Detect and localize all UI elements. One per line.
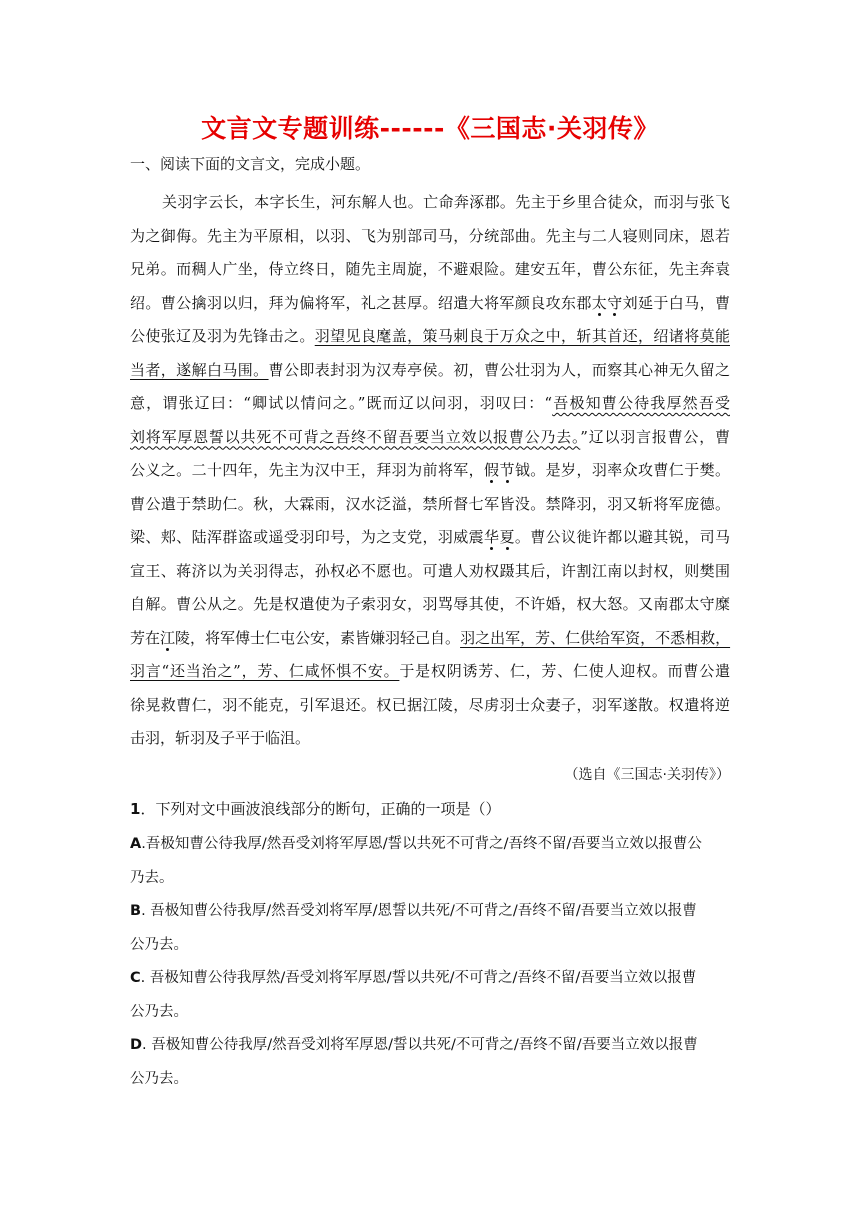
passage-line — [130, 287, 730, 321]
passage-line — [130, 622, 730, 656]
passage-text: 。曹公议徙许都以避其锐，司马 — [514, 528, 730, 546]
passage-text: 意，谓张辽曰：“卿试以情问之。”既而辽以问羽，羽叹曰：“ — [130, 394, 553, 412]
passage-line — [130, 253, 730, 287]
option-letter: D — [130, 1037, 143, 1053]
answer-option-a[interactable] — [130, 828, 730, 895]
question-stem — [130, 798, 500, 820]
option-text: . 吾极知曹公待我厚/然吾受刘将军厚/恩誓以共死/不可背之/吾终不留/吾要当立效以报曹 — [141, 903, 697, 919]
passage-line — [130, 454, 730, 488]
passage-text: 梁、郏、陆浑群盗或遥受羽印号，为之支党，羽威震 — [130, 528, 485, 546]
passage-text: 曹公即表封羽为汉寿亭侯。初，曹公壮羽为人，而察其心神无久留之 — [268, 360, 730, 379]
passage-line — [130, 488, 730, 522]
dotted-word: 夏 — [499, 528, 515, 546]
option-text-continued: 乃去。 — [130, 869, 174, 886]
dotted-word: 太 — [591, 293, 608, 312]
answer-option-b[interactable] — [130, 895, 730, 962]
option-text-continued: 公乃去。 — [130, 1003, 188, 1020]
passage-text: 陵 — [175, 628, 191, 647]
dotted-word: 守 — [607, 293, 623, 312]
passage-text: 徐晃救曹仁，羽不能克，引军退还。权已据江陵，尽虏羽士众妻子，羽军遂散。权遣将逆 — [130, 695, 730, 714]
passage-text: 绍。曹公擒羽以归，拜为偏将军，礼之甚厚。绍遣大将军颜良攻东郡 — [130, 293, 592, 312]
passage-line — [130, 722, 730, 756]
passage-text: 曹公遣于禁助仁。秋，大霖雨，汉水泛溢，禁所督七军皆没。禁降羽，羽又斩将军庞德。 — [130, 494, 730, 513]
answer-option-c[interactable] — [130, 962, 730, 1029]
passage-text: 钺 — [514, 461, 531, 479]
question-number: 1 — [130, 800, 141, 818]
passage-text: 关羽字云长，本字长生，河东解人也。亡命奔涿郡。先主于乡里合徒众，而羽与张飞 — [162, 193, 730, 211]
passage-text: 公义之。二十四年，先主为汉中王，拜羽为前将军， — [130, 461, 485, 479]
option-text: . 吾极知曹公待我厚/然吾受刘将军厚恩/誓以共死/不可背之/吾终不留/吾要当立效以报曹 — [142, 1037, 698, 1053]
underlined-sentence: 当者，遂解白马围。 — [130, 360, 269, 379]
dotted-word: 江 — [160, 628, 176, 647]
passage-text: 自解。曹公从之。先是权遣使为子索羽女，羽骂辱其使，不许婚，权大怒。又南郡太守糜 — [130, 595, 730, 613]
dotted-word: 华 — [484, 528, 500, 546]
document-title: 文言文专题训练------《三国志·关羽传》 — [201, 114, 659, 143]
passage-text: 宣王、蒋济以为关羽得志，孙权必不愿也。可遣人劝权蹑其后，许割江南以封权，则樊围 — [130, 561, 730, 580]
wavy-underlined-sentence: 刘将军厚恩誓以共死不可背之吾终不留吾要当立效以报曹公乃去。 — [130, 427, 581, 446]
passage-line — [130, 354, 730, 388]
passage-line — [130, 320, 730, 354]
passage-text: 刘延于白马，曹 — [622, 293, 730, 312]
passage-line — [130, 588, 730, 622]
passage-text: 兄弟。而稠人广坐，侍立终日，随先主周旋，不避艰险。建安五年，曹公东征，先主奔袁 — [130, 260, 730, 278]
passage-text: 。是岁，羽率众攻曹仁于樊。 — [530, 461, 730, 479]
passage-text: 于是权阴诱芳、仁，芳、仁使人迎权。而曹公遣 — [399, 662, 730, 680]
passage-line — [130, 421, 730, 455]
underlined-sentence: 羽望见良麾盖，策马刺良于万众之中，斩其首还，绍诸将莫能 — [314, 327, 730, 345]
option-text-continued: 公乃去。 — [130, 1070, 188, 1087]
underlined-sentence: 羽言“还当治之”，芳、仁咸怀惧不安。 — [130, 662, 400, 680]
passage-line — [130, 521, 730, 555]
option-text: .吾极知曹公待我厚/然吾受刘将军厚恩/誓以共死不可背之/吾终不留/吾要当立效以报曹公 — [141, 836, 702, 852]
option-letter: C — [130, 970, 141, 986]
passage-text: 芳在 — [130, 628, 161, 647]
passage-text: ，将军傅士仁屯公安，素皆嫌羽轻己自。 — [190, 628, 461, 647]
option-letter: A — [130, 836, 142, 852]
option-letter: B — [130, 903, 142, 919]
option-text-continued: 公乃去。 — [130, 936, 188, 953]
passage-line — [130, 186, 730, 220]
dotted-word: 节 — [499, 461, 515, 479]
passage-line — [130, 387, 730, 421]
passage-text: 为之御侮。先主为平原相，以羽、飞为别部司马，分统部曲。先主与二人寝则同床，恩若 — [130, 226, 730, 245]
passage-line — [130, 689, 730, 723]
option-text: . 吾极知曹公待我厚然/吾受刘将军厚恩/誓以共死/不可背之/吾终不留/吾要当立效以报曹 — [140, 970, 697, 986]
dotted-word: 假 — [484, 461, 500, 479]
passage-line — [130, 655, 730, 689]
answer-option-d[interactable] — [130, 1029, 730, 1096]
passage-text: 公使张辽及羽为先锋击之。 — [130, 327, 315, 345]
question-text: ．下列对文中画波浪线部分的断句，正确的一项是（） — [140, 800, 501, 818]
classical-passage — [130, 186, 730, 756]
passage-source: （选自《三国志·关羽传》） — [564, 767, 730, 783]
wavy-underlined-sentence: 吾极知曹公待我厚然吾受 — [552, 394, 730, 412]
section-instruction: 一、阅读下面的文言文，完成小题。 — [130, 155, 371, 173]
passage-text: ”辽以羽言报曹公，曹 — [580, 427, 730, 446]
passage-text: 击羽，斩羽及子平于临沮。 — [130, 729, 311, 747]
underlined-sentence: 羽之出军，芳、仁供给军资，不悉相救， — [460, 628, 731, 647]
passage-line — [130, 220, 730, 254]
passage-line — [130, 555, 730, 589]
